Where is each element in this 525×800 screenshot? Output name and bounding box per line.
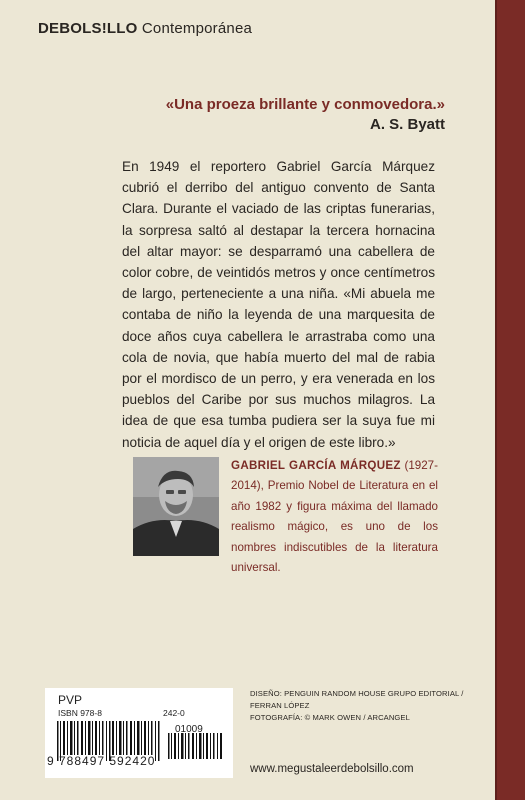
publisher-logo: DEBOLS!LLO (38, 20, 138, 37)
photo-credit: FOTOGRAFÍA: © MARK OWEN / ARCANGEL (250, 713, 410, 722)
price-label: PVP (58, 693, 83, 707)
quote-text: «Una proeza brillante y conmovedora.» (165, 96, 445, 113)
quote-author: A. S. Byatt (369, 116, 445, 133)
collection-name: Contemporánea (141, 20, 253, 37)
author-name: GABRIEL GARCÍA MÁRQUEZ (231, 459, 401, 472)
publisher-url[interactable]: www.megustaleerdebolsillo.com (250, 763, 414, 775)
design-credit: DISEÑO: PENGUIN RANDOM HOUSE GRUPO EDITORIAL / FERRAN LÓPEZ (250, 689, 464, 710)
author-portrait-image (133, 457, 219, 556)
spine (497, 0, 525, 800)
author-bio (231, 456, 438, 578)
isbn-prefix: ISBN 978-8 (58, 708, 102, 718)
barcode-number: 9 788497 592420 (47, 754, 156, 768)
author-bio-text: (1927-2014), Premio Nobel de Literatura en el año 1982 y figura máxima del llamado realismo mágico, es uno de los nombres indiscutibles de la literatura universal. (231, 459, 438, 575)
synopsis-text: En 1949 el reportero Gabriel García Márquez cubrió el derribo del antiguo convento de Santa Clara. Durante el vaciado de las criptas funerarias, la sorpresa saltó al destapar la tercera hornacina del altar mayor: se desparramó una cabellera de color cobre, de veintidós metros y once centímetros de largo, perteneciente a una niña. «Mi abuela me contaba de niño la leyenda de una marquesita de doce años cuya cabellera le arrastraba como una cola de novia, que había muerto del mal de rabia por el mordisco de un perro, y era venerada en los pueblos del Caribe por sus muchos milagros. La idea de que esa tumba pudiera ser la suya fue mi noticia de aquel día y el origen de este libro.» (122, 159, 435, 450)
credits (250, 688, 495, 724)
author-photo (133, 457, 219, 556)
barcode-label (45, 688, 233, 778)
barcode-addon-number: 01009 (175, 724, 203, 735)
publisher-brand (38, 20, 252, 37)
isbn-suffix: 242-0 (163, 708, 185, 718)
review-quote (166, 95, 445, 135)
